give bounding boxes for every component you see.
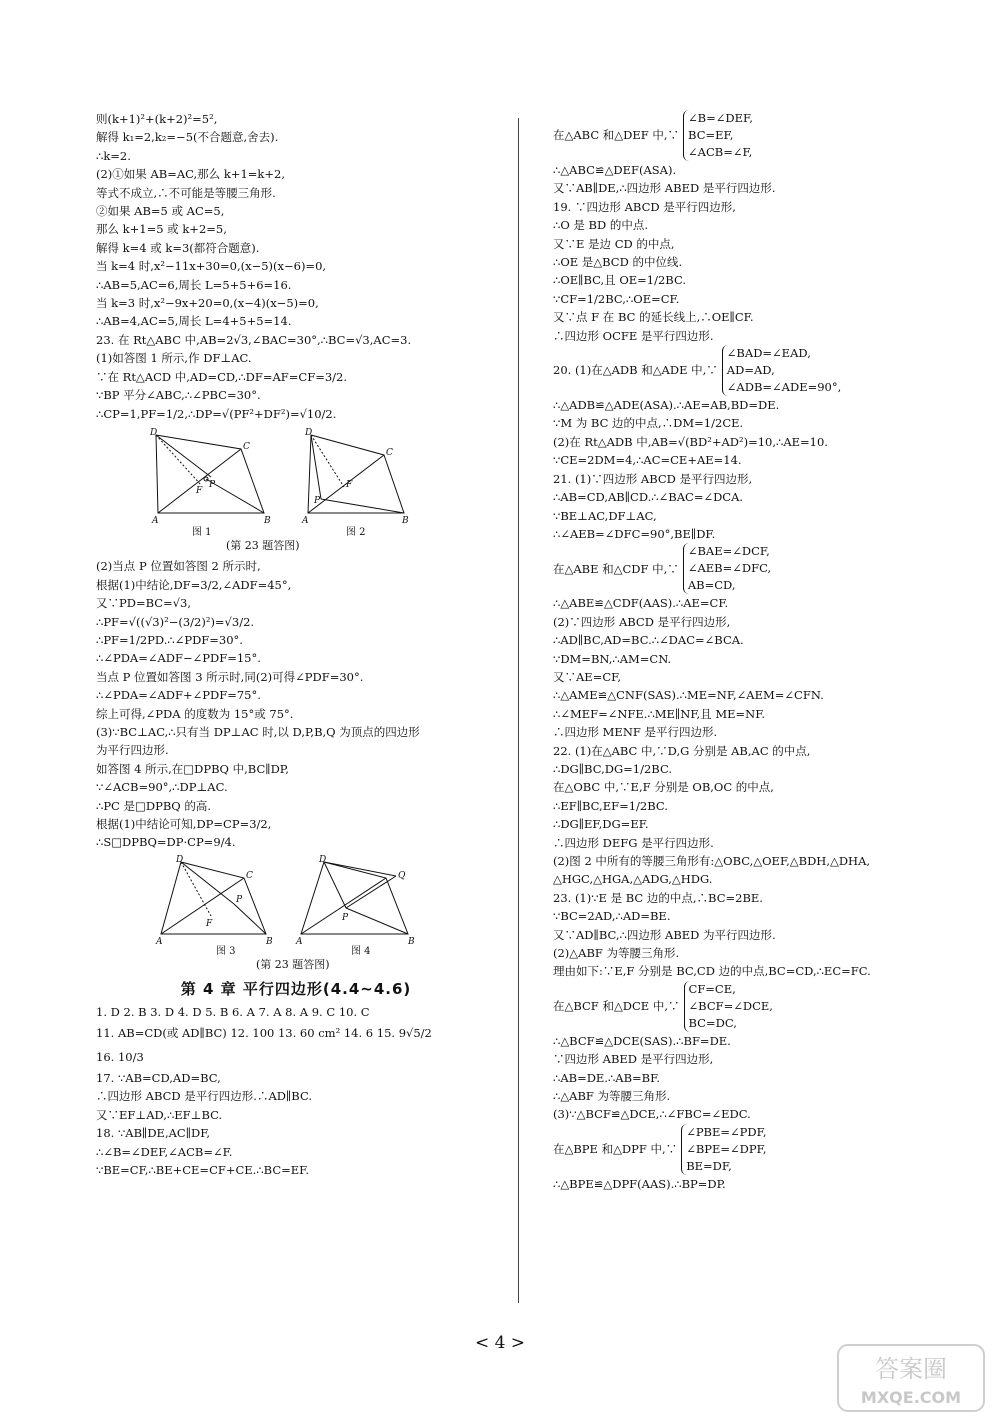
text-line: 根据(1)中结论可知,DP=CP=3/2, <box>96 817 272 831</box>
brace-item: BC=EF, <box>688 128 734 142</box>
fig1-caption: 图 1 <box>192 526 212 538</box>
text-line: 又∵AB∥DE,∴四边形 ABED 是平行四边形. <box>553 181 776 196</box>
text-line: 23. (1)∵E 是 BC 边的中点,∴BC=2BE. <box>553 890 763 905</box>
brace-item: ∠BCF=∠DCE, <box>688 998 773 1013</box>
svg-text:MXQE.COM: MXQE.COM <box>860 1388 962 1407</box>
answers-row-2: 11. AB=CD(或 AD∥BC) 12. 100 13. 60 cm² 14. 6 15. 9√5/2 <box>96 1026 432 1041</box>
text-line: ②如果 AB=5 或 AC=5, <box>96 204 225 219</box>
text-line: 为平行四边形. <box>96 743 169 758</box>
text-line: 又∵AE=CF, <box>553 669 621 684</box>
brace-item: ∠B=∠DEF, <box>688 111 753 125</box>
fig3-caption: 图 3 <box>216 945 236 957</box>
text-line: 当 k=3 时,x²−9x+20=0,(x−4)(x−5)=0, <box>96 296 319 311</box>
text-line: 21. (1)∵四边形 ABCD 是平行四边形, <box>553 471 753 486</box>
text-line: 则(k+1)²+(k+2)²=5², <box>96 112 218 126</box>
text-line: 根据(1)中结论,DF=3/2,∠ADF=45°, <box>96 577 292 592</box>
text-line: ∴AB=CD,AB∥CD.∴∠BAC=∠DCA. <box>553 490 744 505</box>
text-line: ∴PF=1/2PD.∴∠PDF=30°. <box>96 632 243 647</box>
text-line: ∴△ABE≌△CDF(AAS).∴AE=CF. <box>553 596 729 611</box>
text-line: 当 k=4 时,x²−11x+30=0,(x−5)(x−6)=0, <box>96 259 327 274</box>
text-line: 等式不成立,∴不可能是等腰三角形. <box>96 185 276 200</box>
figure-1-2-drawing <box>96 427 409 538</box>
text-line: ∴△AME≌△CNF(SAS).∴ME=NF,∠AEM=∠CFN. <box>553 688 824 703</box>
text-line: (2)△ABF 为等腰三角形. <box>553 946 680 961</box>
svg-text:F: F <box>346 479 353 490</box>
text-line: △HGC,△HGA,△ADG,△HDG. <box>553 872 713 887</box>
text-line: ∴CP=1,PF=1/2,∴DP=√(PF²+DF²)=√10/2. <box>96 406 337 421</box>
brace-item: AD=AD, <box>726 363 775 378</box>
text-line: ∴AB=DE.∴AB=BF. <box>553 1070 660 1085</box>
text-line: 当点 P 位置如答图 3 所示时,同(2)可得∠PDF=30°. <box>96 669 364 684</box>
text-line: 综上可得,∠PDA 的度数为 15°或 75°. <box>96 706 294 721</box>
text-line: ∴△ADB≌△ADE(ASA).∴AE=AB,BD=DE. <box>553 398 780 413</box>
svg-text:P: P <box>342 912 349 923</box>
watermark-logo <box>836 1343 986 1413</box>
fig4-caption: 图 4 <box>351 945 371 957</box>
text-line: 22. (1)在△ABC 中,∵D,G 分别是 AB,AC 的中点, <box>553 743 811 758</box>
column-divider <box>518 118 519 1303</box>
figure-1-2 <box>96 427 496 555</box>
svg-text:B: B <box>264 515 271 526</box>
fig2-caption: 图 2 <box>346 526 366 538</box>
text-line: ∴OE 是△BCD 的中位线. <box>553 255 683 270</box>
svg-text:B: B <box>402 515 409 526</box>
text-line: 19. ∵四边形 ABCD 是平行四边形, <box>553 199 736 214</box>
answers-row-1: 1. D 2. B 3. D 4. D 5. B 6. A 7. A 8. A 9. C 10. C <box>96 1004 370 1019</box>
svg-text:答案圈: 答案圈 <box>875 1355 947 1383</box>
text-line: (1)如答图 1 所示,作 DF⊥AC. <box>96 351 252 366</box>
text-line: (3)∵BC⊥AC,∴只有当 DP⊥AC 时,以 D,P,B,Q 为顶点的四边形 <box>96 724 420 739</box>
fig-3-4-caption: (第 23 题答图) <box>256 957 330 971</box>
text-line: ∴AB=4,AC=5,周长 L=4+5+5=14. <box>96 314 292 329</box>
fig-1-2-caption: (第 23 题答图) <box>226 538 300 552</box>
svg-text:B: B <box>408 936 415 947</box>
text-line: ∴四边形 DEFG 是平行四边形. <box>553 835 714 850</box>
text-line: ∴四边形 ABCD 是平行四边形.∴AD∥BC. <box>96 1089 312 1104</box>
svg-text:F: F <box>206 918 213 929</box>
text-line: ∴PF=√((√3)²−(3/2)²)=√3/2. <box>96 614 255 629</box>
chapter-title: 第 4 章 平行四边形(4.4~4.6) <box>180 980 412 999</box>
text-line: 23. 在 Rt△ABC 中,AB=2√3,∠BAC=30°,∴BC=√3,AC=3. <box>96 332 412 347</box>
text-line: ∴四边形 OCFE 是平行四边形. <box>553 328 714 343</box>
text-line: ∴△BPE≌△DPF(AAS).∴BP=DP. <box>553 1176 726 1191</box>
text-line: (2)①如果 AB=AC,那么 k+1=k+2, <box>96 167 285 182</box>
text-line: ∴k=2. <box>96 148 131 163</box>
text-line: ∴∠B=∠DEF,∠ACB=∠F. <box>96 1144 233 1159</box>
text-line: 17. ∵AB=CD,AD=BC, <box>96 1071 221 1086</box>
text-line: 解得 k=4 或 k=3(都符合题意). <box>96 240 260 255</box>
brace-condition-block <box>553 1124 953 1175</box>
text-line: ∴四边形 MENF 是平行四边形. <box>553 725 718 740</box>
brace-item: ∠ACB=∠F, <box>688 145 753 159</box>
brace-condition-block <box>553 543 953 594</box>
brace-prefix: 在△ABE 和△CDF 中,∵ <box>553 561 679 576</box>
text-line: 理由如下:∵E,F 分别是 BC,CD 边的中点,BC=CD,∴EC=FC. <box>553 964 871 979</box>
left-text-block-3 <box>96 1069 496 1179</box>
svg-text:C: C <box>386 447 393 458</box>
text-line: ∵BC=2AD,∴AD=BE. <box>553 909 671 924</box>
text-line: ∵CE=2DM=4,∴AC=CE+AE=14. <box>553 453 742 468</box>
brace-item: CF=CE, <box>688 981 736 996</box>
svg-text:D: D <box>319 854 327 865</box>
text-line: ∴△ABC≌△DEF(ASA). <box>553 163 677 177</box>
svg-text:P: P <box>236 894 243 905</box>
brace-condition-block <box>553 345 953 396</box>
svg-text:A: A <box>156 936 163 947</box>
svg-text:P: P <box>314 495 321 506</box>
svg-text:C: C <box>243 441 250 452</box>
text-line: 又∵点 F 在 BC 的延长线上,∴OE∥CF. <box>553 310 754 325</box>
brace-prefix: 在△BPE 和△DPF 中,∵ <box>553 1142 678 1157</box>
text-line: ∴△ABF 为等腰三角形. <box>553 1089 671 1104</box>
text-line: (2)图 2 中所有的等腰三角形有:△OBC,△OEF,△BDH,△DHA, <box>553 854 871 868</box>
brace-item: AB=CD, <box>687 578 736 593</box>
brace-items <box>684 981 773 1032</box>
brace-items <box>722 345 841 396</box>
brace-condition-block <box>553 110 953 161</box>
brace-item: ∠BAE=∠DCF, <box>687 544 770 559</box>
svg-text:P: P <box>209 479 216 490</box>
svg-text:F: F <box>196 485 203 496</box>
text-line: ∵DM=BN,∴AM=CN. <box>553 651 672 666</box>
left-text-block-2 <box>96 557 496 852</box>
brace-item: ∠BAD=∠EAD, <box>726 346 811 361</box>
text-line: ∵CF=1/2BC,∴OE=CF. <box>553 291 680 306</box>
text-line: 18. ∵AB∥DE,AC∥DF, <box>96 1126 211 1141</box>
text-line: ∵BE⊥AC,DF⊥AC, <box>553 508 657 523</box>
text-line: (2)∵四边形 ABCD 是平行四边形, <box>553 614 731 629</box>
text-line: 又∵AD∥BC,∴四边形 ABED 为平行四边形. <box>553 927 776 942</box>
left-column <box>96 110 496 1179</box>
left-text-block-1 <box>96 110 496 423</box>
text-line: ∵BE=CF,∴BE+CE=CF+CE.∴BC=EF. <box>96 1163 309 1178</box>
text-line: 在△OBC 中,∵E,F 分别是 OB,OC 的中点, <box>553 780 774 795</box>
brace-condition-block <box>553 981 953 1032</box>
text-line: 又∵PD=BC=√3, <box>96 596 191 611</box>
svg-text:Q: Q <box>398 870 406 881</box>
brace-items <box>681 1124 766 1175</box>
text-line: ∵四边形 ABED 是平行四边形, <box>553 1052 714 1067</box>
text-line: 那么 k+1=5 或 k+2=5, <box>96 222 227 237</box>
answers-row-3: 16. 10/3 <box>96 1050 144 1065</box>
svg-text:D: D <box>305 427 313 438</box>
right-column <box>553 110 953 1193</box>
text-line: ∵∠ACB=90°,∴DP⊥AC. <box>96 780 228 795</box>
text-line: ∴△BCF≌△DCE(SAS).∴BF=DE. <box>553 1033 731 1048</box>
svg-text:A: A <box>296 936 303 947</box>
text-line: ∴DG∥BC,DG=1/2BC. <box>553 761 673 776</box>
brace-item: ∠ADB=∠ADE=90°, <box>726 380 842 395</box>
text-line: ∴∠AEB=∠DFC=90°,BE∥DF. <box>553 526 716 541</box>
figure-3-4 <box>96 856 496 974</box>
svg-text:A: A <box>152 515 159 526</box>
text-line: ∴AB=5,AC=6,周长 L=5+5+6=16. <box>96 277 292 292</box>
svg-text:A: A <box>302 515 309 526</box>
text-line: ∴O 是 BD 的中点. <box>553 218 649 233</box>
text-line: ∵M 为 BC 边的中点,∴DM=1/2CE. <box>553 416 744 431</box>
text-line: 解得 k₁=2,k₂=−5(不合题意,舍去). <box>96 130 279 145</box>
text-line: ∴EF∥BC,EF=1/2BC. <box>553 798 668 813</box>
text-line: ∴∠PDA=∠ADF+∠PDF=75°. <box>96 688 261 703</box>
text-line: ∴AD∥BC,AD=BC.∴∠DAC=∠BCA. <box>553 633 744 648</box>
brace-prefix: 20. (1)在△ADB 和△ADE 中,∵ <box>553 363 718 378</box>
brace-item: ∠BPE=∠DPF, <box>686 1141 767 1156</box>
brace-item: ∠AEB=∠DFC, <box>687 561 772 576</box>
page-number: < 4 > <box>474 1333 526 1353</box>
text-line: ∵BP 平分∠ABC,∴∠PBC=30°. <box>96 388 261 403</box>
brace-items <box>683 543 771 594</box>
svg-text:B: B <box>266 936 273 947</box>
text-line: 又∵EF⊥AD,∴EF⊥BC. <box>96 1107 223 1122</box>
brace-item: ∠PBE=∠PDF, <box>686 1124 767 1139</box>
text-line: ∴OE∥BC,且 OE=1/2BC. <box>553 273 686 288</box>
brace-item: BC=DC, <box>688 1015 737 1030</box>
text-line: ∴DG∥EF,DG=EF. <box>553 817 649 832</box>
brace-item: BE=DF, <box>686 1158 732 1173</box>
svg-text:D: D <box>150 427 158 438</box>
brace-items <box>683 110 753 161</box>
brace-prefix: 在△BCF 和△DCE 中,∵ <box>553 999 680 1014</box>
text-line: 如答图 4 所示,在□DPBQ 中,BC∥DP, <box>96 761 289 776</box>
text-line: ∵在 Rt△ACD 中,AD=CD,∴DF=AF=CF=3/2. <box>96 369 347 384</box>
text-line: ∴∠MEF=∠NFE.∴ME∥NF,且 ME=NF. <box>553 706 766 721</box>
text-line: ∴∠PDA=∠ADF−∠PDF=15°. <box>96 651 261 666</box>
text-line: ∴S□DPBQ=DP·CP=9/4. <box>96 835 236 850</box>
svg-text:C: C <box>246 870 253 881</box>
text-line: ∴PC 是□DPBQ 的高. <box>96 798 212 813</box>
text-line: (3)∵△BCF≌△DCE,∴∠FBC=∠EDC. <box>553 1107 751 1122</box>
text-line: 又∵E 是边 CD 的中点, <box>553 236 675 251</box>
figure-3-4-drawing <box>96 854 415 957</box>
brace-prefix: 在△ABC 和△DEF 中,∵ <box>553 128 680 143</box>
text-line: (2)当点 P 位置如答图 2 所示时, <box>96 559 261 574</box>
text-line: (2)在 Rt△ADB 中,AB=√(BD²+AD²)=10,∴AE=10. <box>553 434 828 449</box>
svg-text:D: D <box>176 854 184 865</box>
